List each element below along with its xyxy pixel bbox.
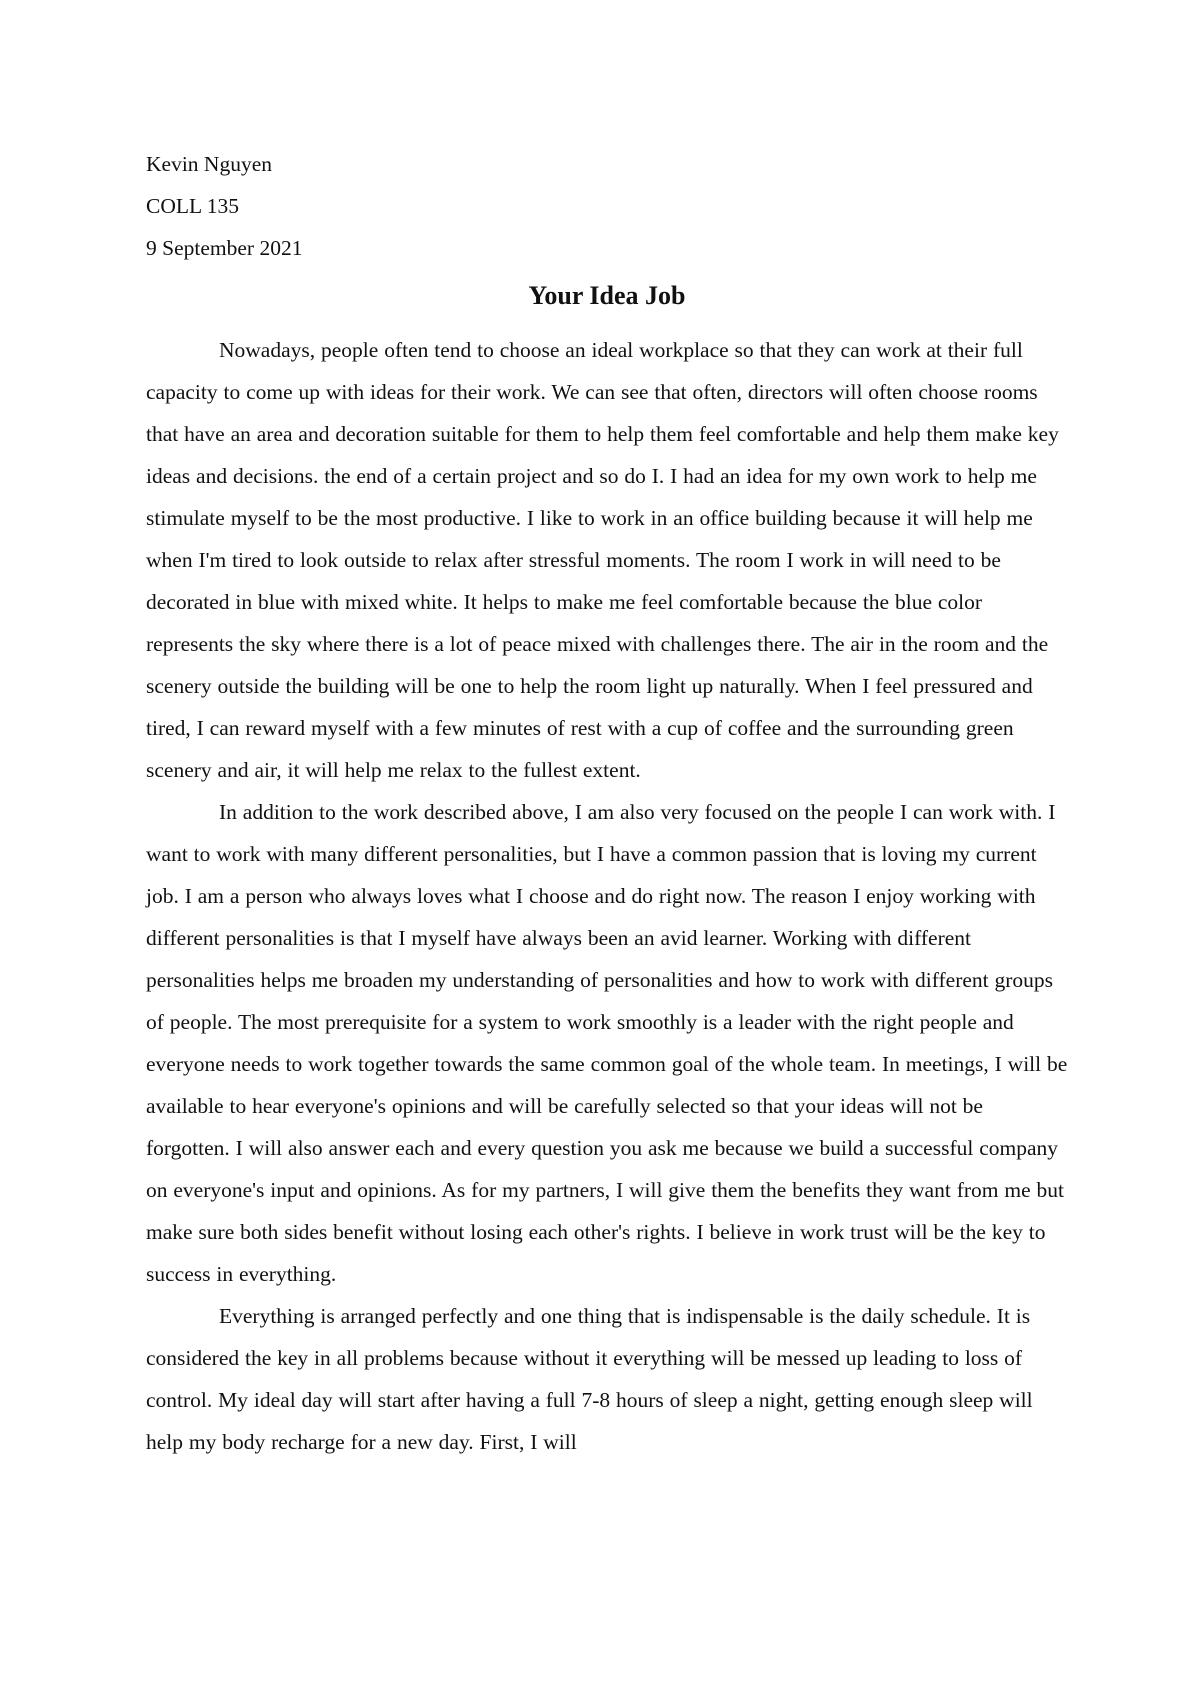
course-code: COLL 135: [146, 194, 239, 218]
paragraph-3: Everything is arranged perfectly and one thing that is indispensable is the daily schedule. It is considered the key in all problems because without it everything will be messed up leading to loss of control. My ideal day will start after having a full 7-8 hours of sleep a night, getting enough sleep will help my body recharge for a new day. First, I will: [146, 1304, 1033, 1454]
paragraph-2: In addition to the work described above, I am also very focused on the people I can work with. I want to work with many different personalities, but I have a common passion that is loving my current job. I am a person who always loves what I choose and do right now. The reason I enjoy working with different personalities is that I myself have always been an avid learner. Working with different personalities helps me broaden my understanding of personalities and how to work with different groups of people. The most prerequisite for a system to work smoothly is a leader with the right people and everyone needs to work together towards the same common goal of the whole team. In meetings, I will be available to hear everyone's opinions and will be carefully selected so that your ideas will not be forgotten. I will also answer each and every question you ask me because we build a successful company on everyone's input and opinions. As for my partners, I will give them the benefits they want from me but make sure both sides benefit without losing each other's rights. I believe in work trust will be the key to success in everything.: [146, 800, 1068, 1286]
document-body: [146, 143, 1068, 1463]
document-title: Your Idea Job: [528, 281, 686, 310]
document-date: 9 September 2021: [146, 236, 303, 260]
paragraph-1: Nowadays, people often tend to choose an ideal workplace so that they can work at their full capacity to come up with ideas for their work. We can see that often, directors will often choose rooms that have an area and decoration suitable for them to help them feel comfortable and help them make key ideas and decisions. the end of a certain project and so do I. I had an idea for my own work to help me stimulate myself to be the most productive. I like to work in an office building because it will help me when I'm tired to look outside to relax after stressful moments. The room I work in will need to be decorated in blue with mixed white. It helps to make me feel comfortable because the blue color represents the sky where there is a lot of peace mixed with challenges there. The air in the room and the scenery outside the building will be one to help the room light up naturally. When I feel pressured and tired, I can reward myself with a few minutes of rest with a cup of coffee and the surrounding green scenery and air, it will help me relax to the fullest extent.: [146, 338, 1059, 782]
author-name: Kevin Nguyen: [146, 152, 272, 176]
